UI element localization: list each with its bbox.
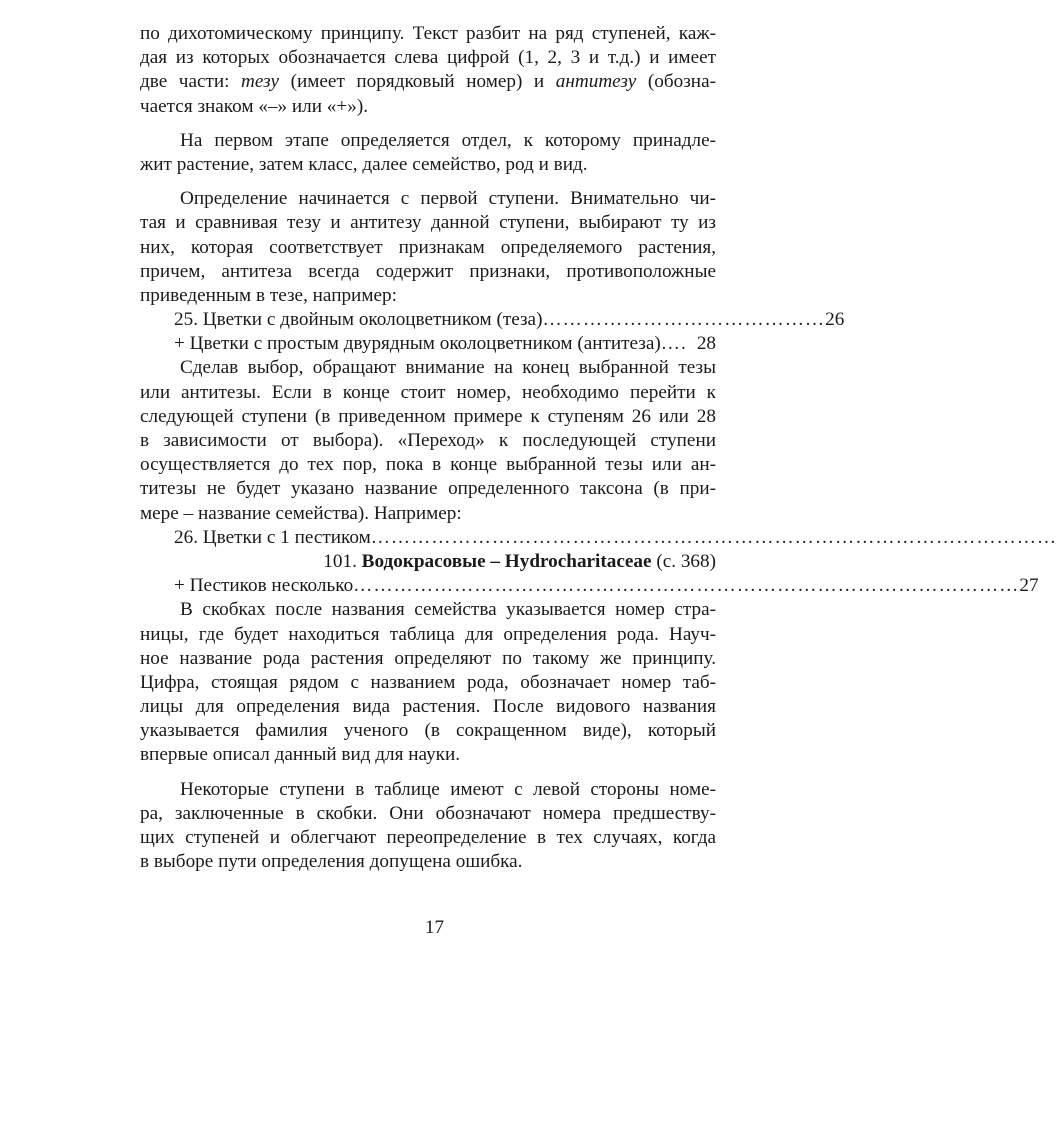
paragraph-4 xyxy=(140,356,716,525)
paragraph-5 xyxy=(140,598,716,767)
text-line: в выборе пути определения допущена ошибка. xyxy=(140,851,523,873)
key-step-number: 28 xyxy=(696,333,716,355)
text-line: по дихотомическому принципу. Текст разбит на ряд ступеней, каж- xyxy=(140,23,716,44)
text-line: жит растение, затем класс, далее семейство, род и вид. xyxy=(140,153,588,175)
text-line: Определение начинается с первой ступени. Внимательно чи- xyxy=(180,188,716,210)
italic-term-thesis: тезу xyxy=(241,71,280,93)
text-line: в зависимости от выбора). «Переход» к последующей ступени xyxy=(140,430,716,451)
text-line: дая из которых обозначается слева цифрой (1, 2, 3 и т.д.) и имеет xyxy=(140,47,716,69)
text-line: или антитезы. Если в конце стоит номер, необходимо перейти к xyxy=(140,381,716,403)
paragraph-2 xyxy=(140,129,716,177)
text-line: В скобках после названия семейства указывается номер стра- xyxy=(180,599,716,621)
text-line: титезы не будет указано название определенного таксона (в при- xyxy=(140,478,716,500)
text-line: На первом этапе определяется отдел, к которому принадле- xyxy=(180,129,716,151)
key-step-number: 26 xyxy=(825,309,845,331)
text-line: ра, заключенные в скобки. Они обозначают номера предшеству- xyxy=(140,802,716,824)
text-line: впервые описал данный вид для науки. xyxy=(140,744,461,766)
text-line: приведенным в тезе, например: xyxy=(140,284,397,306)
italic-term-antithesis: антитезу xyxy=(555,71,637,93)
text-line: причем, антитеза всегда содержит признаки, противоположные xyxy=(140,260,716,282)
text-line: тая и сравнивая тезу и антитезу данной ступени, выбирают ту из xyxy=(140,212,716,234)
text-line: чается знаком «–» или «+»). xyxy=(140,95,369,117)
text-line: Цифра, стоящая рядом с названием рода, обозначает номер таб- xyxy=(140,671,716,693)
text-line: щих ступеней и облегчают переопределение в тех случаях, когда xyxy=(140,827,716,848)
text-line: осуществляется до тех пор, пока в конце выбранной тезы или ан- xyxy=(140,454,716,476)
page-number: 17 xyxy=(425,917,444,938)
family-result-line: 101. Водокрасовые – Hydrocharitaceae (с. 368) xyxy=(323,550,716,572)
key-antithesis-line: + Пестиков несколько ……………………………………………………………………………………… 27 xyxy=(140,574,716,598)
paragraph-3 xyxy=(140,187,716,308)
paragraph-1 xyxy=(140,22,716,119)
key-example-1 xyxy=(140,308,845,356)
text-line: следующей ступени (в приведенном примере к ступеням 26 или 28 xyxy=(140,405,716,427)
text-line: лицы для определения вида растения. После видового названия xyxy=(140,696,716,718)
text-line: ницы, где будет находиться таблица для определения рода. Науч- xyxy=(140,623,716,645)
paragraph-6 xyxy=(140,778,716,875)
text-line: мере – название семейства). Например: xyxy=(140,502,462,524)
text-line: Некоторые ступени в таблице имеют с левой стороны номе- xyxy=(180,778,716,800)
key-step-number: 27 xyxy=(1019,575,1039,597)
document-page xyxy=(140,22,1057,874)
key-thesis-line: 25. Цветки с двойным околоцветником (теза) …………………………………… 26 xyxy=(140,308,716,332)
key-antithesis-line: + Цветки с простым двурядным околоцветником (антитеза) …. 28 xyxy=(140,332,716,356)
text-line: Сделав выбор, обращают внимание на конец выбранной тезы xyxy=(180,357,716,379)
key-thesis-line: 26. Цветки с 1 пестиком ………………………………………………………………………………………… xyxy=(174,526,1057,548)
text-line-with-italics: две части: тезу (имеет порядковый номер) и антитезу (обозна- xyxy=(140,71,716,93)
text-line: них, которая соответствует признакам определяемого растения, xyxy=(140,236,716,258)
family-name: Водокрасовые – Hydrocharitaceae xyxy=(361,550,652,572)
key-example-2 xyxy=(140,526,1057,599)
text-line: указывается фамилия ученого (в сокращенном виде), который xyxy=(140,720,716,742)
text-line: ное название рода растения определяют по такому же принципу. xyxy=(140,647,716,669)
